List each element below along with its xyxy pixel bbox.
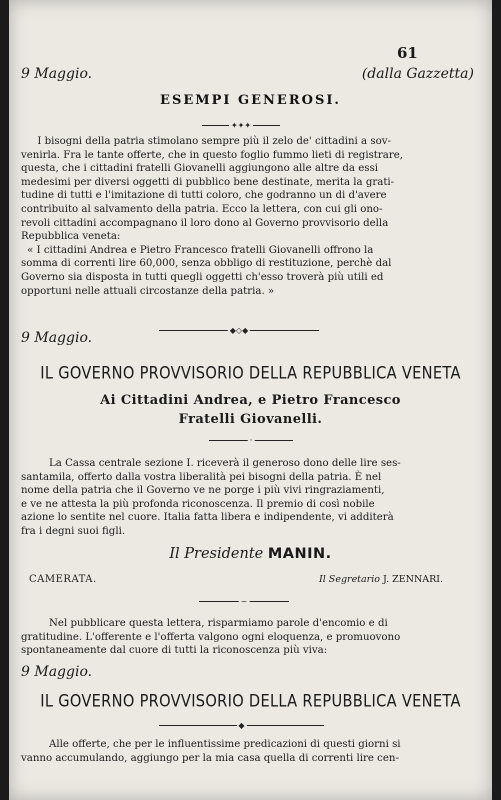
secretary-signature (319, 574, 443, 585)
book-page (9, 0, 492, 800)
text-line: Alle offerte, che per le influentissime predicazioni di questi giorni si (49, 739, 401, 750)
intro-paragraph (21, 135, 466, 298)
government-heading: IL GOVERNO PROVVISORIO DELLA REPUBBLICA VENETA (40, 691, 461, 712)
section-date: 9 Maggio. (21, 664, 93, 680)
text-line: venirla. Fra le tante offerte, che in questo foglio fummo lieti di registrare, (21, 149, 403, 161)
text-line: questa, che i cittadini fratelli Giovanelli aggiungono alle altre da essi (21, 163, 378, 175)
text-line: « I cittadini Andrea e Pietro Francesco fratelli Giovanelli offrono la (27, 244, 374, 256)
president-signature (9, 546, 492, 562)
secretary-name: J. ZENNARI. (383, 574, 444, 585)
text-line: La Cassa centrale sezione I. riceverà il generoso dono delle lire ses- (49, 458, 401, 469)
text-line: spontaneamente dal cuore di tutti la riconoscenza più viva: (21, 645, 328, 657)
text-line: Governo sia disposta in tutti quegli oggetti ch'esso troverà più utili ed (21, 271, 384, 283)
letter-body (21, 457, 473, 539)
header-source: (dalla Gazzetta) (361, 66, 474, 82)
text-line: I bisogni della patria stimolano sempre più il zelo de' cittadini a sov- (37, 136, 391, 147)
text-line: nome della patria che il Governo ve ne porge i più vivi ringraziamenti, (21, 485, 385, 497)
signer-left: CAMERATA. (29, 574, 97, 585)
text-line: santamila, offerto dalla vostra liberalità pei bisogni della patria. È nel (21, 471, 382, 483)
section-date: 9 Maggio. (21, 330, 93, 346)
text-line: Nel pubblicare questa lettera, risparmiamo parole d'encomio e di (49, 618, 388, 629)
government-heading: IL GOVERNO PROVVISORIO DELLA REPUBBLICA VENETA (40, 363, 461, 384)
text-line: azione lo sentite nel cuore. Italia fatta libera e indipendente, vi additerà (21, 512, 394, 524)
text-line: medesimi per diversi oggetti di pubblico bene destinate, merita la grati- (21, 176, 395, 188)
text-line: opportuni nelle attuali circostanze della patria. » (21, 285, 275, 297)
secretary-title: Il Segretario (319, 574, 380, 585)
section-heading: ESEMPI GENEROSI. (160, 93, 341, 108)
text-line: contribuito al salvamento della patria. Ecco la lettera, con cui gli ono- (21, 203, 383, 215)
addressee-line: Ai Cittadini Andrea, e Pietro Francesco (100, 393, 401, 408)
text-line: vanno accumulando, aggiungo per la mia casa quella di correnti lire cen- (21, 752, 399, 764)
page-number: 61 (397, 44, 418, 62)
president-name: MANIN. (267, 546, 332, 562)
text-line: fra i degni suoi figli. (21, 525, 126, 537)
addressee-line: Fratelli Giovanelli. (178, 412, 323, 427)
text-line: e ve ne attesta la più profonda riconoscenza. Il premio di così nobile (21, 498, 375, 510)
text-line: somma di correnti lire 60,000, senza obbligo di restituzione, perchè dal (21, 258, 392, 270)
president-title: Il Presidente (169, 546, 264, 562)
ornament-divider: · (209, 436, 293, 446)
comment-paragraph (21, 617, 473, 658)
text-line: gratitudine. L'offerente e l'offerta valgono ogni eloquenza, e promuovono (21, 631, 401, 643)
text-line: revoli cittadini accompagnano il loro dono al Governo provvisorio della (21, 217, 389, 229)
final-paragraph (21, 738, 473, 765)
text-line: tudine di tutti e l'imitazione di tutti coloro, che godranno un di d'avere (21, 190, 387, 202)
text-line: Repubblica veneta: (21, 231, 121, 243)
ornament-divider: ~ (199, 597, 289, 607)
ornament-divider: ◆ (159, 721, 324, 731)
ornament-divider: ✦✦✦ (202, 121, 280, 131)
header-date: 9 Maggio. (21, 66, 93, 82)
ornament-divider: ◆◇◆ (159, 326, 319, 336)
